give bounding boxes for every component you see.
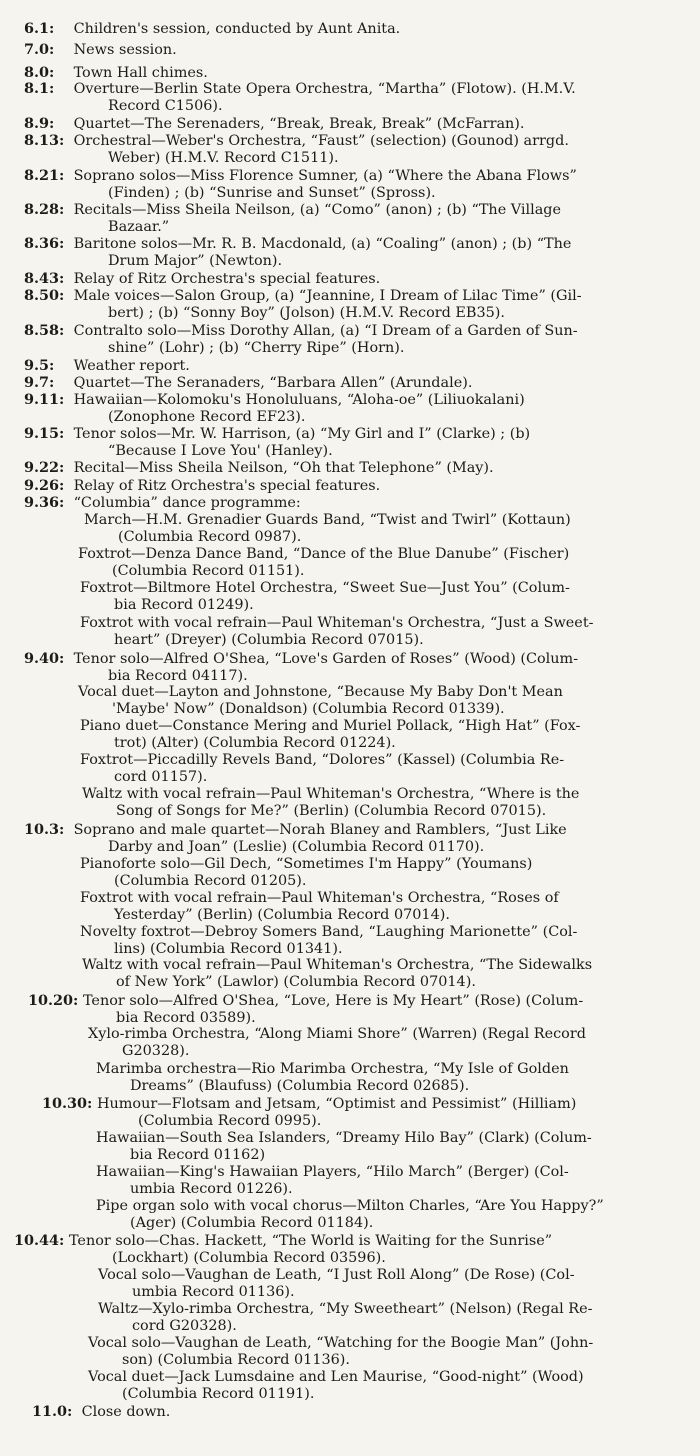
- entry-text-continued: 'Maybe' Now” (Donaldson) (Columbia Record 01339).: [112, 701, 505, 718]
- entry-time: 9.5:: [24, 357, 55, 374]
- entry-text: Humour—Flotsam and Jetsam, “Optimist and Pessimist” (Hilliam): [96, 1096, 577, 1112]
- programme-entry: [80, 752, 680, 786]
- programme-entry: [80, 580, 680, 614]
- entry-text: Waltz with vocal refrain—Paul Whiteman's Orchestra, “Where is the: [82, 786, 580, 802]
- entry-text: Pipe organ solo with vocal chorus—Milton Charles, “Are You Happy?”: [96, 1198, 604, 1214]
- entry-text-continued: bia Record 04117).: [108, 668, 248, 685]
- entry-text-continued: (Columbia Record 01151).: [112, 563, 305, 580]
- entry-text-continued: Darby and Joan” (Leslie) (Columbia Record 01170).: [108, 839, 485, 856]
- entry-text: Foxtrot—Biltmore Hotel Orchestra, “Sweet Sue—Just You” (Colum-: [80, 580, 570, 596]
- entry-text-continued: son) (Columbia Record 01136).: [122, 1352, 350, 1369]
- entry-text-continued: bia Record 03589).: [116, 1010, 256, 1027]
- entry-text: Tenor solo—Alfred O'Shea, “Love's Garden of Roses” (Wood) (Colum-: [73, 651, 579, 667]
- entry-text: Foxtrot with vocal refrain—Paul Whiteman's Orchestra, “Just a Sweet-: [80, 615, 594, 631]
- entry-text: “Columbia” dance programme:: [73, 495, 301, 511]
- entry-text: Vocal duet—Layton and Johnstone, “Because My Baby Don't Mean: [78, 684, 563, 700]
- entry-text: Vocal solo—Vaughan de Leath, “Watching for the Boogie Man” (John-: [88, 1335, 594, 1351]
- entry-text: Contralto solo—Miss Dorothy Allan, (a) “I Dream of a Garden of Sun-: [73, 323, 578, 339]
- programme-entry: [24, 80, 690, 115]
- entry-time: 9.40:: [24, 650, 65, 667]
- programme-entry: [24, 270, 690, 288]
- entry-time: 9.11:: [24, 391, 65, 408]
- entry-time: 8.13:: [24, 132, 65, 149]
- programme-entry: [24, 287, 690, 322]
- entry-text-continued: Dreams” (Blaufuss) (Columbia Record 02685).: [130, 1078, 470, 1095]
- entry-text-continued: (Columbia Record 0987).: [118, 529, 302, 546]
- programme-entry: [24, 821, 680, 856]
- entry-text: Recitals—Miss Sheila Neilson, (a) “Como” (anon) ; (b) “The Village: [73, 202, 562, 218]
- entry-time: 9.36:: [24, 494, 65, 511]
- entry-time: 10.44:: [14, 1232, 65, 1249]
- entry-text-continued: (Columbia Record 0995).: [138, 1113, 322, 1130]
- entry-text: Hawaiian—King's Hawaiian Players, “Hilo March” (Berger) (Col-: [96, 1164, 569, 1180]
- entry-text-continued: cord G20328).: [132, 1318, 237, 1335]
- entry-time: 10.3:: [24, 821, 65, 838]
- entry-text: Children's session, conducted by Aunt Anita.: [73, 21, 401, 37]
- programme-entry: [88, 1369, 686, 1403]
- programme-entry: [96, 1164, 686, 1198]
- entry-text: Town Hall chimes.: [73, 65, 208, 81]
- programme-entry: [78, 546, 680, 580]
- entry-time: 8.50:: [24, 287, 65, 304]
- entry-text: Weather report.: [73, 358, 190, 374]
- entry-text-continued: umbia Record 01226).: [130, 1181, 293, 1198]
- programme-entry: [82, 957, 680, 991]
- entry-text-continued: (Ager) (Columbia Record 01184).: [130, 1215, 374, 1232]
- entry-text-continued: bert) ; (b) “Sonny Boy” (Jolson) (H.M.V. Record EB35).: [108, 305, 505, 322]
- programme-entry: [98, 1301, 686, 1335]
- entry-text-continued: (Finden) ; (b) “Sunrise and Sunset” (Spross).: [108, 185, 436, 202]
- programme-entry: [24, 132, 690, 167]
- entry-text-continued: cord 01157).: [114, 769, 208, 786]
- entry-text-continued: trot) (Alter) (Columbia Record 01224).: [114, 735, 396, 752]
- entry-text: Waltz—Xylo-rimba Orchestra, “My Sweetheart” (Nelson) (Regal Re-: [98, 1301, 593, 1317]
- entry-text: Quartet—The Serenaders, “Break, Break, Break” (McFarran).: [73, 116, 525, 132]
- programme-entry: [24, 357, 690, 375]
- entry-text-continued: (Columbia Record 01191).: [122, 1386, 315, 1403]
- entry-time: 11.0:: [32, 1403, 73, 1420]
- programme-entry: [24, 20, 690, 38]
- entry-text: Tenor solo—Alfred O'Shea, “Love, Here is My Heart” (Rose) (Colum-: [82, 993, 584, 1009]
- programme-entry: [96, 1130, 686, 1164]
- entry-text-continued: lins) (Columbia Record 01341).: [114, 941, 343, 958]
- entry-time: 8.21:: [24, 167, 65, 184]
- entry-text: Male voices—Salon Group, (a) “Jeannine, I Dream of Lilac Time” (Gil-: [73, 288, 582, 304]
- entry-text: Marimba orchestra—Rio Marimba Orchestra, “My Isle of Golden: [96, 1061, 569, 1077]
- programme-entry: [80, 890, 680, 924]
- entry-time: 8.58:: [24, 322, 65, 339]
- entry-text-continued: Drum Major” (Newton).: [108, 253, 283, 270]
- entry-text: Relay of Ritz Orchestra's special features.: [73, 478, 381, 494]
- programme-entry: [88, 1335, 686, 1369]
- entry-text: Foxtrot—Piccadilly Revels Band, “Dolores” (Kassel) (Columbia Re-: [80, 752, 565, 768]
- programme-entry: [24, 391, 690, 426]
- programme-entry: [24, 167, 690, 202]
- entry-time: 7.0:: [24, 41, 55, 58]
- entry-text: Soprano solos—Miss Florence Sumner, (a) “Where the Abana Flows”: [73, 168, 577, 184]
- entry-text: Quartet—The Seranaders, “Barbara Allen” (Arundale).: [73, 375, 473, 391]
- entry-text: Piano duet—Constance Mering and Muriel Pollack, “High Hat” (Fox-: [80, 718, 581, 734]
- programme-entry: [24, 374, 690, 392]
- entry-time: 10.20:: [28, 992, 79, 1009]
- programme-entry: [80, 615, 680, 649]
- programme-entry: [24, 650, 680, 685]
- entry-time: 8.1:: [24, 80, 55, 97]
- programme-entry: [24, 115, 690, 133]
- entry-text-continued: heart” (Dreyer) (Columbia Record 07015).: [114, 632, 424, 649]
- entry-text: Xylo-rimba Orchestra, “Along Miami Shore” (Warren) (Regal Record: [88, 1026, 586, 1042]
- programme-entry: [24, 201, 690, 236]
- programme-entry: [80, 924, 680, 958]
- entry-time: 8.36:: [24, 235, 65, 252]
- programme-entry: [24, 425, 690, 460]
- entry-text-continued: umbia Record 01136).: [132, 1284, 295, 1301]
- entry-time: 9.15:: [24, 425, 65, 442]
- programme-entry: [24, 459, 690, 477]
- entry-text-continued: (Zonophone Record EF23).: [108, 409, 306, 426]
- entry-text: Foxtrot—Denza Dance Band, “Dance of the Blue Danube” (Fischer): [78, 546, 570, 562]
- entry-time: 9.22:: [24, 459, 65, 476]
- entry-text: Baritone solos—Mr. R. B. Macdonald, (a) “Coaling” (anon) ; (b) “The: [73, 236, 572, 252]
- entry-text-continued: bia Record 01249).: [114, 597, 254, 614]
- programme-entry: [98, 1267, 686, 1301]
- programme-entry: [24, 494, 690, 512]
- entry-time: 9.26:: [24, 477, 65, 494]
- entry-text-continued: bia Record 01162): [130, 1147, 266, 1164]
- programme-entry: [24, 477, 690, 495]
- entry-text-continued: of New York” (Lawlor) (Columbia Record 07014).: [116, 974, 476, 991]
- entry-time: 9.7:: [24, 374, 55, 391]
- programme-entry: [24, 235, 690, 270]
- entry-text: Recital—Miss Sheila Neilson, “Oh that Telephone” (May).: [73, 460, 494, 476]
- entry-text: Vocal duet—Jack Lumsdaine and Len Maurise, “Good-night” (Wood): [88, 1369, 584, 1385]
- entry-time: 8.0:: [24, 64, 55, 81]
- programme-entry: [28, 992, 682, 1027]
- entry-text: Hawaiian—Kolomoku's Honoluluans, “Aloha-oe” (Liliuokalani): [73, 392, 525, 408]
- entry-text-continued: (Columbia Record 01205).: [114, 873, 307, 890]
- programme-entry: [80, 718, 680, 752]
- entry-text-continued: Weber) (H.M.V. Record C1511).: [108, 150, 339, 167]
- programme-entry: [32, 1403, 686, 1421]
- programme-entry: [80, 856, 680, 890]
- entry-time: 6.1:: [24, 20, 55, 37]
- entry-text: Novelty foxtrot—Debroy Somers Band, “Laughing Marionette” (Col-: [80, 924, 578, 940]
- entry-text: Hawaiian—South Sea Islanders, “Dreamy Hilo Bay” (Clark) (Colum-: [96, 1130, 592, 1146]
- programme-entry: [82, 786, 680, 820]
- entry-time: 8.9:: [24, 115, 55, 132]
- entry-text: Tenor solos—Mr. W. Harrison, (a) “My Girl and I” (Clarke) ; (b): [73, 426, 531, 442]
- entry-text: Waltz with vocal refrain—Paul Whiteman's Orchestra, “The Sidewalks: [82, 957, 593, 973]
- entry-text-continued: Bazaar.”: [108, 219, 170, 236]
- entry-text: Overture—Berlin State Opera Orchestra, “Martha” (Flotow). (H.M.V.: [73, 81, 576, 97]
- programme-entry: [24, 322, 690, 357]
- programme-entry: [78, 684, 680, 718]
- entry-time: 8.28:: [24, 201, 65, 218]
- programme-entry: [24, 41, 690, 59]
- entry-text-continued: Record C1506).: [108, 98, 223, 115]
- entry-text-continued: G20328).: [122, 1043, 190, 1060]
- entry-text: Tenor solo—Chas. Hackett, “The World is Waiting for the Sunrise”: [68, 1233, 553, 1249]
- entry-text: Soprano and male quartet—Norah Blaney and Ramblers, “Just Like: [73, 822, 567, 838]
- entry-text: Pianoforte solo—Gil Dech, “Sometimes I'm Happy” (Youmans): [80, 856, 533, 872]
- entry-text: Orchestral—Weber's Orchestra, “Faust” (selection) (Gounod) arrgd.: [73, 133, 569, 149]
- entry-text: Close down.: [81, 1404, 171, 1420]
- programme-entry: [14, 1232, 686, 1267]
- entry-text: March—H.M. Grenadier Guards Band, “Twist and Twirl” (Kottaun): [84, 512, 571, 528]
- programme-entry: [96, 1061, 682, 1095]
- entry-text: Vocal solo—Vaughan de Leath, “I Just Roll Along” (De Rose) (Col-: [98, 1267, 575, 1283]
- programme-entry: [84, 512, 680, 546]
- entry-text-continued: (Lockhart) (Columbia Record 03596).: [112, 1250, 386, 1267]
- programme-entry: [88, 1026, 682, 1060]
- entry-text-continued: Song of Songs for Me?” (Berlin) (Columbia Record 07015).: [116, 803, 547, 820]
- entry-text: Foxtrot with vocal refrain—Paul Whiteman's Orchestra, “Roses of: [80, 890, 559, 906]
- entry-text-continued: shine” (Lohr) ; (b) “Cherry Ripe” (Horn).: [108, 340, 405, 357]
- entry-text-continued: “Because I Love You' (Hanley).: [108, 443, 333, 460]
- entry-text: News session.: [73, 42, 177, 58]
- entry-time: 8.43:: [24, 270, 65, 287]
- entry-text: Relay of Ritz Orchestra's special features.: [73, 271, 381, 287]
- entry-time: 10.30:: [42, 1095, 93, 1112]
- programme-entry: [42, 1095, 686, 1130]
- programme-entry: [96, 1198, 686, 1232]
- entry-text-continued: Yesterday” (Berlin) (Columbia Record 07014).: [114, 907, 450, 924]
